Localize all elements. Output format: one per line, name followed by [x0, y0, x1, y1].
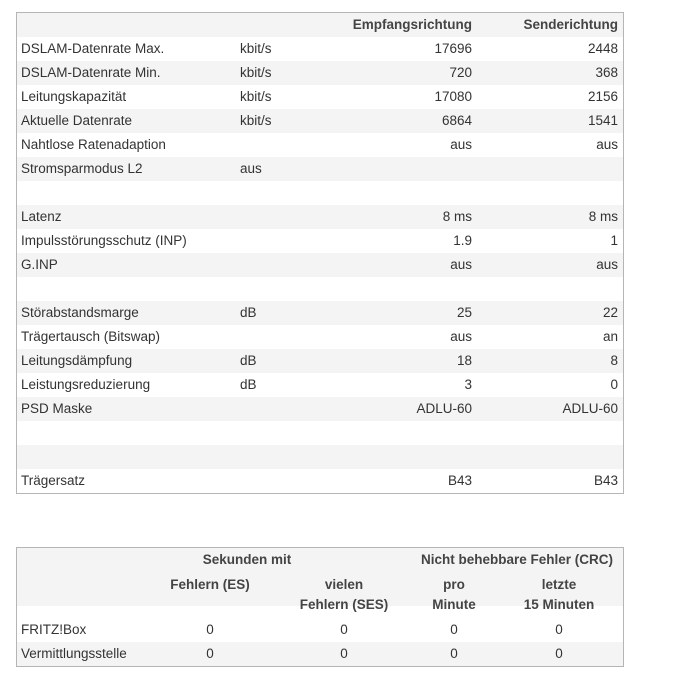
table-row — [17, 469, 623, 493]
table-header-row — [17, 13, 623, 37]
row-downstream-value: aus — [450, 137, 472, 152]
header-ses-line1: vielen — [324, 577, 364, 592]
table-row — [17, 445, 623, 469]
row-label: Störabstandsmarge — [21, 305, 139, 320]
table-row — [17, 37, 623, 61]
row-label: PSD Maske — [21, 401, 93, 416]
row-unit: dB — [240, 353, 257, 368]
error-row-per-minute: 0 — [450, 646, 458, 661]
row-upstream-value: 8 ms — [588, 209, 618, 224]
table-row — [17, 157, 623, 181]
row-upstream-value: an — [602, 329, 618, 344]
row-downstream-value: 18 — [456, 353, 472, 368]
table-row — [17, 301, 623, 325]
row-downstream-value: 1.9 — [453, 233, 472, 248]
table-row — [17, 181, 623, 205]
row-upstream-value: aus — [596, 257, 618, 272]
header-ses-line2: Fehlern (SES) — [299, 597, 389, 612]
table-row — [17, 325, 623, 349]
error-header-row — [17, 548, 623, 612]
row-downstream-value: B43 — [447, 473, 472, 488]
row-label: Trägersatz — [21, 473, 86, 488]
table-row — [17, 349, 623, 373]
header-crc-group: Nicht behebbare Fehler (CRC) — [420, 552, 614, 567]
table-row — [17, 618, 623, 642]
header-downstream: Empfangsrichtung — [352, 17, 472, 32]
row-upstream-value: 368 — [595, 65, 618, 80]
row-upstream-value: 0 — [610, 377, 618, 392]
row-label: Trägertausch (Bitswap) — [21, 329, 161, 344]
row-unit: aus — [240, 161, 262, 176]
row-upstream-value: 1541 — [587, 113, 618, 128]
table-row — [17, 397, 623, 421]
row-unit: dB — [240, 377, 257, 392]
table-row — [17, 109, 623, 133]
row-downstream-value: 17080 — [434, 89, 472, 104]
row-upstream-value: 2156 — [587, 89, 618, 104]
row-downstream-value: aus — [450, 257, 472, 272]
row-downstream-value: ADLU-60 — [416, 401, 472, 416]
dsl-info-table — [16, 12, 624, 494]
row-label: G.INP — [21, 257, 58, 272]
header-upstream: Senderichtung — [523, 17, 618, 32]
header-last15-line1: letzte — [541, 577, 577, 592]
row-downstream-value: 17696 — [434, 41, 472, 56]
error-row-last15: 0 — [555, 622, 563, 637]
row-downstream-value: 3 — [464, 377, 472, 392]
table-row — [17, 642, 623, 666]
row-label: Aktuelle Datenrate — [21, 113, 133, 128]
row-upstream-value: 1 — [610, 233, 618, 248]
row-label: DSLAM-Datenrate Min. — [21, 65, 161, 80]
error-row-ses: 0 — [340, 646, 348, 661]
row-upstream-value: B43 — [593, 473, 618, 488]
row-upstream-value: 22 — [602, 305, 618, 320]
table-row — [17, 61, 623, 85]
table-row — [17, 253, 623, 277]
table-row — [17, 277, 623, 301]
row-unit: kbit/s — [240, 89, 272, 104]
table-row — [17, 421, 623, 445]
header-per-minute-line1: pro — [443, 577, 465, 592]
row-upstream-value: 2448 — [587, 41, 618, 56]
table-row — [17, 205, 623, 229]
error-row-ses: 0 — [340, 622, 348, 637]
header-last15-line2: 15 Minuten — [523, 597, 595, 612]
error-row-es: 0 — [206, 622, 214, 637]
row-label: DSLAM-Datenrate Max. — [21, 41, 165, 56]
header-per-minute-line2: Minute — [432, 597, 476, 612]
header-seconds-group: Sekunden mit — [202, 552, 292, 567]
row-label: Leitungskapazität — [21, 89, 127, 104]
table-row — [17, 85, 623, 109]
row-unit: kbit/s — [240, 65, 272, 80]
row-label: Leitungsdämpfung — [21, 353, 133, 368]
error-row-per-minute: 0 — [450, 622, 458, 637]
row-downstream-value: 720 — [449, 65, 472, 80]
row-upstream-value: aus — [596, 137, 618, 152]
error-row-es: 0 — [206, 646, 214, 661]
row-downstream-value: 6864 — [441, 113, 472, 128]
row-downstream-value: 8 ms — [442, 209, 472, 224]
error-row-last15: 0 — [555, 646, 563, 661]
row-label: Impulsstörungsschutz (INP) — [21, 233, 187, 248]
row-unit: kbit/s — [240, 113, 272, 128]
header-es: Fehlern (ES) — [170, 577, 250, 592]
row-downstream-value: aus — [450, 329, 472, 344]
table-row — [17, 229, 623, 253]
table-row — [17, 133, 623, 157]
error-row-label: FRITZ!Box — [21, 622, 87, 637]
error-statistics-table — [16, 547, 624, 667]
row-unit: dB — [240, 305, 257, 320]
error-row-label: Vermittlungsstelle — [21, 646, 127, 661]
row-unit: kbit/s — [240, 41, 272, 56]
row-label: Leistungsreduzierung — [21, 377, 151, 392]
row-upstream-value: ADLU-60 — [562, 401, 618, 416]
row-label: Nahtlose Ratenadaption — [21, 137, 166, 152]
row-upstream-value: 8 — [610, 353, 618, 368]
row-label: Latenz — [21, 209, 62, 224]
row-label: Stromsparmodus L2 — [21, 161, 143, 176]
row-downstream-value: 25 — [456, 305, 472, 320]
table-row — [17, 373, 623, 397]
